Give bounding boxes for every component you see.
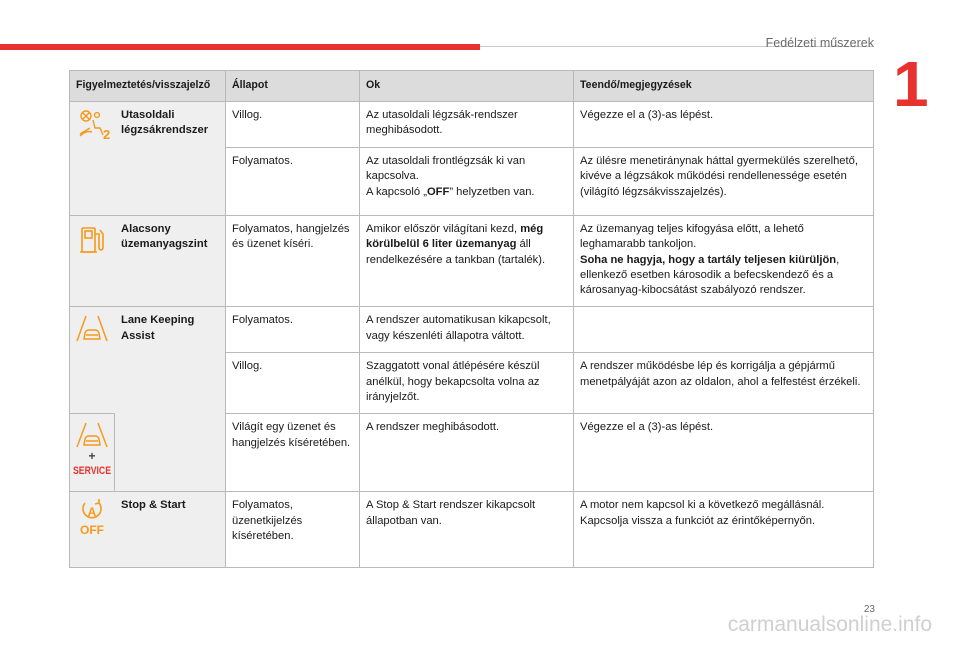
cause-text: Az utasoldali frontlégzsák ki van kapcsolva.: [366, 155, 526, 183]
state-cell: Folyamatos.: [226, 307, 360, 353]
row-name-lane-keeping: Lane Keeping Assist: [115, 307, 226, 492]
watermark: carmanualsonline.info: [727, 613, 932, 636]
stop-start-off-text: OFF: [80, 523, 104, 538]
action-cell: [574, 307, 874, 353]
header-accent-bar: [0, 44, 480, 50]
state-cell: Folyamatos, üzenetkijelzés kíséretében.: [226, 492, 360, 568]
cause-cell: Az utasoldali légzsák-rendszer meghibásodott.: [360, 102, 574, 148]
section-title: Fedélzeti műszerek: [765, 36, 874, 50]
cause-text: Amikor először világítani kezd,: [366, 223, 521, 235]
state-cell: Villog.: [226, 102, 360, 148]
stop-start-off-icon: [75, 498, 109, 541]
cause-cell: [360, 148, 574, 216]
column-header-indicator: Figyelmeztetés/visszajelző: [70, 71, 226, 102]
cause-text: áll rendelkezésére a tankban (tartalék).: [366, 238, 546, 266]
state-cell: Világít egy üzenet és hangjelzés kíséretében.: [226, 414, 360, 492]
action-cell: A motor nem kapcsol ki a következő megállásnál. Kapcsolja vissza a funkciót az érintőképernyőn.: [574, 492, 874, 568]
action-cell: Az ülésre menetiránynak háttal gyermekülés szerelhető, kivéve a légzsákok működési rendellenessége esetén (világító légzsákvisszajelzés).: [574, 148, 874, 216]
chapter-number: 1: [893, 48, 929, 120]
action-text-bold: Soha ne hagyja, hogy a tartály teljesen kiürüljön: [580, 253, 837, 266]
lane-keeping-icon: [74, 313, 110, 350]
row-name-airbag: Utasoldali légzsákrendszer: [115, 102, 226, 216]
cause-text: ” helyzetben van.: [449, 185, 535, 198]
plus-sign: +: [88, 449, 96, 464]
row-name-fuel: Alacsony üzemanyagszint: [115, 216, 226, 307]
state-cell: Villog.: [226, 353, 360, 414]
lane-icon-cell: [70, 307, 115, 414]
cause-text: A kapcsoló „: [366, 185, 427, 198]
fuel-pump-icon: [77, 222, 107, 261]
page-number: 23: [863, 604, 875, 615]
column-header-action: Teendő/megjegyzések: [574, 71, 874, 102]
table-row: [70, 307, 874, 353]
action-cell: A rendszer működésbe lép és korrigálja a gépjármű menetpályáját azon az oldalon, ahol a felfestést érzékeli.: [574, 353, 874, 414]
column-header-state: Állapot: [226, 71, 360, 102]
table-header-row: [70, 71, 874, 102]
service-label: SERVICE: [73, 465, 111, 478]
svg-text:2: 2: [103, 127, 111, 142]
table-row: [70, 216, 874, 307]
cause-text-bold: még körülbelül 6 liter üzemanyag: [366, 223, 544, 251]
lane-keeping-service-icon: [72, 420, 112, 489]
table-row: [70, 492, 874, 568]
action-cell: Végezze el a (3)-as lépést.: [574, 102, 874, 148]
stop-start-icon-cell: [70, 492, 115, 568]
action-cell: [574, 216, 874, 307]
action-cell: Végezze el a (3)-as lépést.: [574, 414, 874, 492]
fuel-icon-cell: [70, 216, 115, 307]
column-header-cause: Ok: [360, 71, 574, 102]
cause-cell: A rendszer automatikusan kikapcsolt, vagy készenléti állapotra váltott.: [360, 307, 574, 353]
row-name-stop-start: Stop & Start: [115, 492, 226, 568]
cause-cell: [360, 216, 574, 307]
warning-lights-table: [69, 70, 874, 568]
cause-cell: A rendszer meghibásodott.: [360, 414, 574, 492]
table-row: [70, 102, 874, 148]
action-text: , ellenkező esetben károsodik a befecskendező és a károsanyag-kibocsátást szabályozó rendszer.: [580, 253, 840, 297]
cause-cell: Szaggatott vonal átlépésére készül anélkül, hogy bekapcsolta volna az irányjelzőt.: [360, 353, 574, 414]
cause-cell: A Stop & Start rendszer kikapcsolt állapotban van.: [360, 492, 574, 568]
state-cell: Folyamatos.: [226, 148, 360, 216]
airbag-icon-cell: [70, 102, 115, 216]
passenger-airbag-off-icon: [75, 108, 109, 147]
stop-start-letter: A: [87, 505, 97, 520]
state-cell: Folyamatos, hangjelzés és üzenet kíséri.: [226, 216, 360, 307]
action-text: Az üzemanyag teljes kifogyása előtt, a lehető leghamarabb tankoljon.: [580, 223, 804, 251]
lane-service-icon-cell: [70, 414, 115, 492]
cause-text-bold: OFF: [426, 185, 450, 198]
